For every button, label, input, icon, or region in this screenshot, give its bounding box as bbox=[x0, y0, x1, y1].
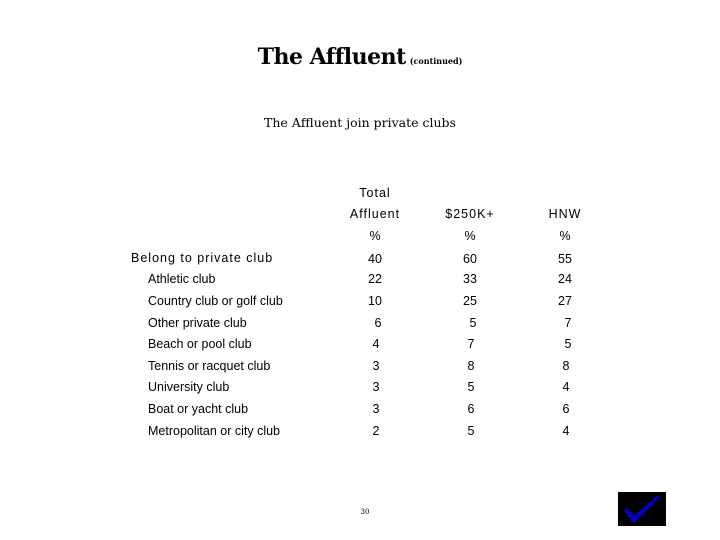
group-value-hnw: 55 bbox=[558, 252, 572, 266]
row-value-hnw: 4 bbox=[562, 380, 570, 394]
row-value-250k: 25 bbox=[463, 294, 477, 308]
row-value-250k: 5 bbox=[469, 316, 477, 330]
row-label: University club bbox=[148, 380, 230, 394]
row-label: Other private club bbox=[148, 316, 247, 330]
row-value-hnw: 8 bbox=[562, 359, 570, 373]
header-250k: $250K+ bbox=[445, 207, 495, 221]
row-value-total: 6 bbox=[374, 316, 382, 330]
slide-title bbox=[0, 44, 720, 70]
group-label: Belong to private club bbox=[131, 251, 274, 265]
group-value-total: 40 bbox=[368, 252, 382, 266]
slide-title-main: The Affluent bbox=[257, 44, 406, 70]
header-total-line2: Affluent bbox=[349, 207, 401, 221]
row-label: Boat or yacht club bbox=[148, 402, 249, 416]
row-value-hnw: 5 bbox=[564, 337, 572, 351]
row-value-250k: 5 bbox=[467, 424, 475, 438]
page-number: 30 bbox=[360, 508, 370, 516]
unit-250k: % bbox=[464, 229, 476, 243]
row-value-250k: 7 bbox=[467, 337, 475, 351]
row-value-hnw: 24 bbox=[558, 272, 572, 286]
unit-total: % bbox=[369, 229, 381, 243]
row-label: Metropolitan or city club bbox=[148, 424, 281, 438]
row-value-hnw: 7 bbox=[564, 316, 572, 330]
row-value-total: 3 bbox=[372, 359, 380, 373]
unit-hnw: % bbox=[559, 229, 571, 243]
slide-title-continued: (continued) bbox=[409, 56, 463, 66]
row-value-total: 22 bbox=[368, 272, 382, 286]
header-total-line1: Total bbox=[359, 186, 391, 200]
row-value-250k: 5 bbox=[467, 380, 475, 394]
checkmark-icon bbox=[618, 492, 666, 526]
row-value-250k: 8 bbox=[467, 359, 475, 373]
row-label: Beach or pool club bbox=[148, 337, 252, 351]
row-value-total: 3 bbox=[372, 402, 380, 416]
row-value-hnw: 27 bbox=[558, 294, 572, 308]
row-value-total: 4 bbox=[372, 337, 380, 351]
row-value-total: 3 bbox=[372, 380, 380, 394]
row-label: Tennis or racquet club bbox=[148, 359, 271, 373]
slide-subtitle: The Affluent join private clubs bbox=[264, 115, 456, 130]
row-label: Country club or golf club bbox=[148, 294, 283, 308]
row-value-250k: 33 bbox=[463, 272, 477, 286]
row-value-total: 2 bbox=[372, 424, 380, 438]
row-label: Athletic club bbox=[148, 272, 216, 286]
checkmark-badge[interactable] bbox=[618, 492, 666, 526]
row-value-total: 10 bbox=[368, 294, 382, 308]
row-value-250k: 6 bbox=[467, 402, 475, 416]
header-hnw: HNW bbox=[548, 207, 582, 221]
group-value-250k: 60 bbox=[463, 252, 477, 266]
row-value-hnw: 6 bbox=[562, 402, 570, 416]
row-value-hnw: 4 bbox=[562, 424, 570, 438]
